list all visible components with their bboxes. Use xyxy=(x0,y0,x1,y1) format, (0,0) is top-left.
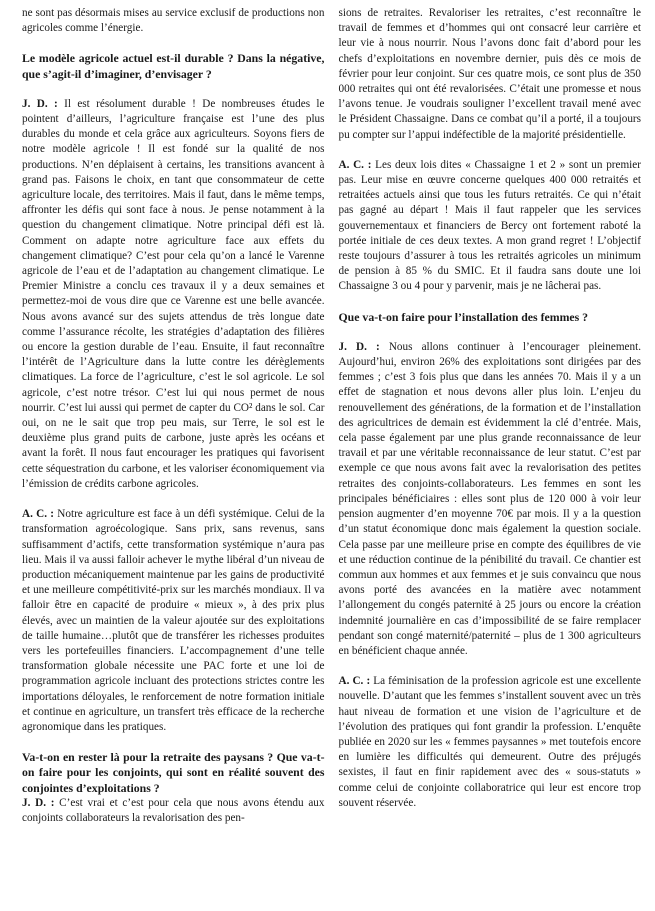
question-text: Que va-t-on faire pour l’installation des femmes ? xyxy=(338,309,589,324)
answer-jd-retirement xyxy=(22,796,325,826)
left-column xyxy=(22,6,325,911)
answer-text: Notre agriculture est face à un défi systémique. Celui de la transformation agroécologique. Sans prix, sans revenus, sans suffisamment d’actifs, cette transformation systémique n’aura pas lieu. Mais il va aussi falloir achever le mythe libéral d’un niveau de production mécaniquement maintenue par les gains de productivité et une meilleure compétitivité-prix sur les marchés mondiaux. Il va falloir être en capacité de produire « mieux », à des prix plus élevés, avec un maintien de la valeur ajoutée sur des exploitations de taille humaine…plutôt que de transférer les richesses produites vers les portefeuilles financiers. L’accompagnement d’une telle transformation globale nécessite une PAC forte et une loi de programmation agricole incluant des protections strictes contre les importations déloyales, le renforcement de notre formation initiale et continue en agriculture, un transfert très efficace de la recherche agronomique dans les pratiques. xyxy=(22,508,325,733)
continued-paragraph xyxy=(339,6,642,143)
answer-jd-durability xyxy=(22,97,325,492)
question-text: Va-t-on en rester là pour la retraite des paysans ? Que va-t-on faire pour les conjoints, qui sont en réalité souvent des conjointes d’exploitations ? xyxy=(22,750,325,795)
speaker-label: A. C. : xyxy=(338,158,372,171)
question-retirement xyxy=(22,750,325,796)
question-durability xyxy=(22,51,325,81)
answer-ac-durability xyxy=(22,507,325,735)
answer-text: La féminisation de la profession agricole est une excellente nouvelle. D’autant que les femmes s’installent souvent avec un très haut niveau de formation et une vision de l’agriculture et de l’évolution des pratiques qui font grandir la profession. L’enquête publiée en 2020 sur les « femmes paysannes » met toutefois encore en lumière les difficultés qui demeurent. Outre des préjugés sexistes, il faut en finir rapidement avec des « sous-statuts » comme celui de conjointe collaboratrice qui leur est encore trop souvent réservée. xyxy=(338,675,641,809)
question-women-installation xyxy=(339,310,642,325)
continued-paragraph xyxy=(22,6,325,36)
speaker-label: J. D. : xyxy=(338,340,380,353)
paragraph-text: ne sont pas désormais mises au service exclusif de productions non agricoles comme l’énergie. xyxy=(22,7,325,35)
answer-ac-women xyxy=(339,674,642,811)
answer-text: Il est résolument durable ! De nombreuses études le pointent d’ailleurs, l’agriculture française est l’une des plus durables du monde et cela grâce aux agriculteurs. Soyons fiers de notre modèle agricole ! Il est fondé sur la qualité de nos productions. N’en déplaisent à certains, les transitions avancent à grand pas. Faisons le choix, en tant que consommateur de cette agriculture locale, des territoires. Mais il faut, dans le même temps, affronter les défis qui sont face à nous. Je pense notamment à la question du changement climatique. Notre principal défi est là. Comment on adapte notre agriculture face aux effets du changement climatique? C’est pour cela qu’on a lancé le Varenne agricole de l’eau et de l’adaptation au changement climatique. Le Premier Ministre a conclu ces travaux il y a deux semaines et permettez-moi de vous dire que ce Varenne est une belle avancée. Nous avons avancé sur des sujets attendus de très longue date comme l’assurance récolte, les stratégies d’adaptation des filières ou encore la gestion durable de l’eau. Ensuite, il faut reconnaître l’intérêt de l’Agriculture dans la lutte contre les dérèglements climatiques. La force de l’agriculture, c’est le sol agricole. Le sol agricole, c’est notre trésor. C’est lui qui nous permet de nous nourrir. C’est lui aussi qui permet de capter du CO² dans le sol. Car oui, on ne le sait que trop peu mais, sur Terre, le sol est le deuxième plus grand puits de carbone, juste après les océans et avant la forêt. Il nous faut encourager les pratiques qui favorisent cette séquestration du carbone, et les valoriser économiquement via l’émission de crédits carbone agricoles. xyxy=(22,97,325,490)
answer-ac-retirement xyxy=(339,158,642,295)
answer-text: Les deux lois dites « Chassaigne 1 et 2 » sont un premier pas. Leur mise en œuvre concerne quelques 400 000 retraités et retraitées actuels ainsi que tous les futurs retraités. Ce qui n’était pas gagné au départ ! Mais il faut rappeler que les services gouvernementaux et financiers de Bercy ont fortement raboté la portée initiale de ces deux textes. A mon grand regret ! L’objectif reste toujours d’assurer à tous les retraités agricoles un minimum de pension à 85 % du SMIC. Et il faudra sans doute une loi Chassaigne 3 ou 4 pour y parvenir, mais je ne lâcherai pas. xyxy=(338,158,641,293)
paragraph-text: sions de retraites. Revaloriser les retraites, c’est reconnaître le travail de femmes et d’hommes qui ont consacré leur carrière et leur vie à nous nourrir. Nous l’avons donc fait d’abord pour les chefs d’exploitations en novembre dernier, puis dès ce mois de février pour leur conjoint. Sur ces quatre mois, ce sont plus de 350 000 retraites qui ont été revalorisées. C’était une promesse et nous l’avons tenue. Je voudrais souligner l’excellent travail mené avec le Président Chassaigne. Dans ce combat qu’il a porté, il a toujours pu compter sur l’appui indéfectible de la majorité présidentielle. xyxy=(338,7,641,141)
answer-text: C’est vrai et c’est pour cela que nous avons étendu aux conjoints collaborateurs la revalorisation des pen- xyxy=(22,796,325,824)
answer-jd-women xyxy=(339,340,642,659)
speaker-label: J. D. : xyxy=(22,97,58,110)
speaker-label: A. C. : xyxy=(338,675,371,688)
right-column xyxy=(339,6,642,911)
speaker-label: J. D. : xyxy=(22,796,55,809)
answer-text: Nous allons continuer à l’encourager pleinement. Aujourd’hui, environ 26% des exploitations sont dirigées par des femmes ; c’est 3 fois plus que dans les années 70. Mais il y a un effet de stagnation et nous devons aller plus loin. L’enjeu du renouvellement des générations, de la formation et de l’installation des agricultrices de demain est évidemment la clé d’entrée. Mais, cela passe également par une plus grande reconnaissance de leur travail et par une véritable reconnaissance de leur statut. C’est par exemple ce que nous avons fait avec la revalorisation des petites retraites des conjoints-collaborateurs. Les femmes en sont les principales bénéficiaires : elles sont plus de 120 000 à voir leur pension augmenter d’en moyenne 70€ par mois. Il y a la question d’un statut économique donc mais également la question sociale. Cela passe par une meilleure prise en compte des équilibres de vie et une réduction continue de la pénibilité du travail. Ce chantier est commun aux hommes et aux femmes et je suis convaincu que nous avons porté des avancées en la matière avec notamment l’allongement du congés paternité à 25 jours ou encore la création indemnité journalière en cas d’impossibilité de se faire remplacer pendant son congé maternité/paternité – plus de 1 300 agriculteurs en bénéficient chaque année. xyxy=(338,340,641,657)
question-text: Le modèle agricole actuel est-il durable ? Dans la négative, que s’agit-il d’imaginer, d’envisager ? xyxy=(22,51,325,81)
speaker-label: A. C. : xyxy=(22,508,55,521)
